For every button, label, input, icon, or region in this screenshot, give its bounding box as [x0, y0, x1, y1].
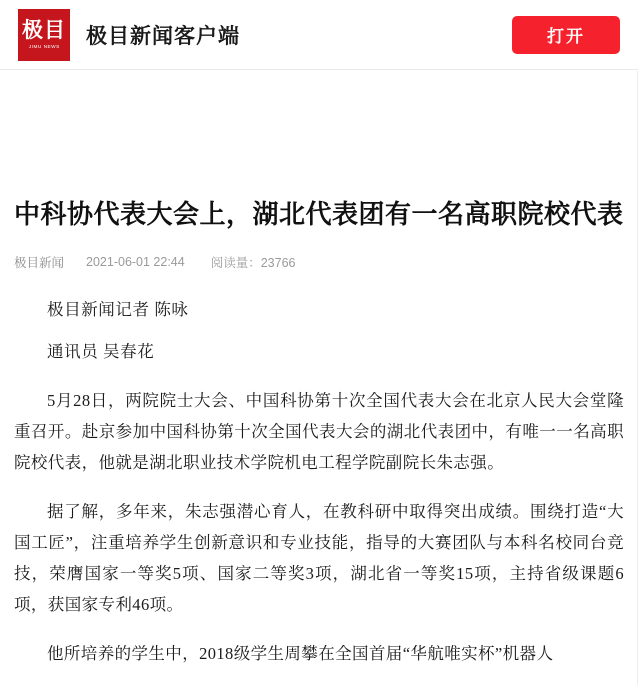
page-title: 中科协代表大会上，湖北代表团有一名高职院校代表 — [14, 200, 624, 229]
open-app-button[interactable]: 打开 — [512, 16, 620, 54]
article-paragraph: 据了解，多年来，朱志强潜心育人，在教科研中取得突出成绩。围绕打造“大国工匠”，注重培养学生创新意识和专业技能，指导的大赛团队与本科名校同台竞技，荣膺国家一等奖5项、国家二等奖3项，湖北省一等奖15项，主持省级课题6项，获国家专利46项。 — [14, 502, 624, 614]
meta-timestamp: 2021-06-01 22:44 — [86, 255, 185, 269]
byline-reporter: 极目新闻记者 陈咏 — [47, 300, 189, 319]
app-title: 极目新闻客户端 — [86, 24, 240, 48]
article-paragraph: 5月28日，两院院士大会、中国科协第十次全国代表大会在北京人民大会堂隆重召开。赴京参加中国科协第十次全国代表大会的湖北代表团中，有唯一一名高职院校代表，他就是湖北职业技术学院机电工程学院副院长朱志强。 — [14, 391, 624, 472]
logo-sub-text: JIMU NEWS — [28, 44, 60, 50]
article-meta — [14, 253, 624, 271]
article-container — [0, 196, 638, 669]
meta-read-count: 阅读量：23766 — [210, 256, 296, 270]
article-paragraph: 他所培养的学生中，2018级学生周攀在全国首届“华航唯实杯”机器人 — [47, 644, 554, 663]
jimu-news-logo — [18, 9, 70, 61]
meta-source: 极目新闻 — [14, 256, 65, 270]
app-bar — [0, 0, 638, 70]
logo-main-text: 极目 — [22, 18, 66, 42]
byline-correspondent: 通讯员 吴春花 — [47, 342, 155, 361]
